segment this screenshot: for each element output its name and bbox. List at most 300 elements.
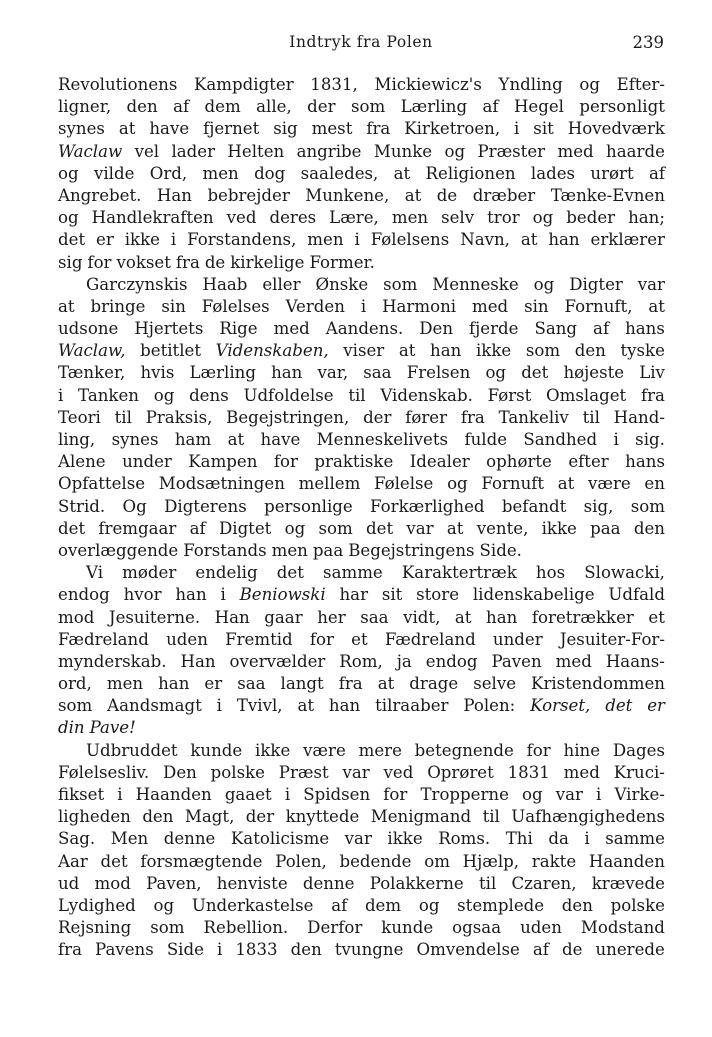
word: af	[532, 940, 549, 960]
word: hans	[625, 319, 665, 339]
text-line	[58, 274, 665, 296]
word: ling,	[58, 430, 96, 449]
text-line	[58, 540, 665, 562]
word: var	[555, 785, 583, 804]
word: bedende	[339, 851, 412, 871]
word: den	[142, 807, 174, 827]
word: i	[216, 696, 222, 716]
word: viser	[343, 341, 385, 361]
word: Menneske	[432, 274, 519, 294]
word: fjerde	[469, 319, 519, 339]
word: fremgaar	[98, 518, 177, 538]
word: stemplede	[457, 895, 545, 915]
word: at	[58, 296, 75, 316]
word: til	[114, 407, 132, 427]
word: Tankeliv	[498, 407, 569, 427]
word: fulde	[464, 430, 508, 449]
word: at	[227, 430, 245, 449]
word: have	[260, 430, 301, 449]
word: Tanken	[78, 385, 139, 405]
word: og	[153, 385, 175, 405]
word: Digtet	[218, 518, 272, 538]
word: Polen:	[463, 696, 516, 716]
word: kunde	[190, 740, 243, 760]
word: at	[404, 185, 422, 205]
word: det	[100, 851, 128, 871]
word: Handlekraften	[91, 208, 214, 228]
word: Fædreland	[384, 629, 476, 649]
word: for	[526, 740, 551, 760]
word: han	[548, 230, 580, 250]
word: Og	[122, 496, 147, 516]
word: og	[522, 785, 543, 804]
word: Videnskab.	[380, 385, 473, 405]
word: ham	[174, 430, 212, 449]
word: ogsaa	[452, 918, 502, 938]
word: hvis	[140, 363, 175, 383]
word: Munkene,	[305, 185, 390, 205]
word: i	[58, 385, 64, 405]
word: som	[525, 341, 561, 361]
word: er	[96, 230, 114, 250]
word: drage	[409, 674, 459, 694]
word: det	[58, 230, 86, 250]
text-line	[58, 895, 665, 917]
word: Korset,	[530, 696, 591, 716]
word: han	[158, 674, 190, 694]
word: var,	[317, 363, 349, 383]
word: Angrebet.	[58, 185, 142, 205]
word: Jesuiterne.	[108, 607, 201, 627]
word: sin	[161, 296, 186, 316]
word: det	[605, 696, 633, 716]
word: de	[561, 940, 583, 960]
word: Ord,	[149, 163, 188, 183]
word: Spidsen	[303, 785, 371, 804]
word: de	[436, 185, 458, 205]
word: sig	[58, 252, 83, 272]
word: af	[173, 97, 190, 117]
word: Kampen	[188, 452, 258, 472]
word: Mickiewicz's	[374, 75, 482, 94]
word: Men	[110, 829, 149, 849]
text-line	[58, 851, 665, 873]
word: være	[303, 740, 346, 760]
word: var	[406, 518, 434, 538]
word: personligt	[579, 97, 665, 117]
word: Paven	[491, 651, 542, 671]
word: han	[175, 585, 207, 605]
word: Omslaget	[546, 385, 627, 405]
word: for	[309, 629, 334, 649]
word: Rige	[219, 319, 258, 339]
word: sig.	[635, 430, 665, 449]
word: selve	[473, 674, 517, 694]
word: Harmoni	[382, 296, 457, 316]
word: Alene	[58, 452, 106, 472]
word: møder	[122, 563, 177, 583]
word: som	[318, 518, 353, 538]
word: Følelses	[201, 296, 270, 316]
word: vel	[134, 141, 160, 161]
text-line	[58, 740, 665, 762]
word: der	[245, 807, 275, 827]
word: som	[58, 696, 93, 716]
word: i	[217, 940, 223, 960]
word: Pave!	[89, 718, 136, 738]
word: ligheden	[58, 807, 131, 827]
word: Tænker,	[58, 363, 126, 383]
word: gaaet	[224, 785, 272, 804]
word: et	[351, 629, 368, 649]
word: han	[271, 363, 303, 383]
word: saa	[360, 607, 389, 627]
word: han	[328, 696, 361, 716]
word: Lærling	[400, 97, 468, 117]
word: var	[342, 762, 370, 782]
word: Thi	[505, 829, 533, 849]
word: Fornuft,	[564, 296, 633, 316]
word: Rejsning	[58, 918, 132, 938]
word: af	[189, 518, 206, 538]
word: har	[339, 585, 368, 605]
word: hvor	[123, 585, 162, 605]
word: 1831	[507, 762, 550, 782]
word: men	[307, 230, 344, 250]
word: store	[416, 585, 460, 605]
word: et	[648, 607, 665, 627]
word: for	[87, 252, 112, 272]
word: deres	[269, 208, 317, 228]
word: ophørte	[486, 452, 552, 472]
word: de	[204, 252, 226, 272]
word: Sag.	[58, 829, 96, 849]
word: endog	[58, 585, 110, 605]
word: ud	[58, 873, 80, 893]
word: af	[593, 319, 610, 339]
word: Efter-	[616, 75, 665, 94]
word: Udbruddet	[86, 740, 178, 760]
word: vente,	[476, 518, 529, 538]
word: ved	[226, 208, 257, 228]
word: at	[648, 296, 665, 316]
word: Haans-	[605, 651, 665, 671]
word: den	[633, 518, 665, 538]
word: samme	[323, 563, 383, 583]
word: mynderskab.	[58, 651, 167, 671]
word: erklærer	[590, 230, 665, 250]
word: efter	[568, 452, 609, 472]
word: Haanden	[135, 785, 212, 804]
text-line	[58, 562, 665, 584]
word: Yndling	[498, 75, 563, 94]
word: Aandens.	[325, 319, 404, 339]
word: men	[202, 163, 239, 183]
word: fra	[460, 407, 485, 427]
word: Forstandens,	[187, 230, 297, 250]
word: Hegel	[513, 97, 564, 117]
word: lades	[530, 163, 576, 183]
word: fra	[338, 674, 363, 694]
word: alle,	[256, 97, 292, 117]
word: Verden	[285, 296, 345, 316]
word: befandt	[501, 496, 567, 516]
word: i	[284, 785, 291, 804]
word: Videnskaben,	[215, 341, 329, 361]
word: Liv	[639, 363, 665, 383]
word: den	[290, 940, 322, 960]
page-number: 239	[632, 33, 664, 52]
word: bebrejder	[207, 185, 290, 205]
text-line	[58, 252, 665, 274]
word: og	[444, 141, 466, 161]
text-line	[58, 496, 665, 518]
word: Udfoldelse	[243, 385, 334, 405]
text-line	[58, 717, 665, 739]
word: under	[122, 452, 172, 472]
word: vokset	[116, 252, 171, 272]
word: paa	[590, 518, 621, 538]
word: Garczynskis	[86, 274, 188, 294]
word: mod	[94, 873, 131, 893]
word: og	[58, 163, 79, 183]
word: Polen,	[275, 851, 327, 871]
word: Side	[166, 940, 204, 960]
word: foretrækker	[531, 607, 634, 627]
text-line	[58, 695, 665, 717]
text-line	[58, 607, 665, 629]
word: Præster	[477, 141, 546, 161]
word: han	[486, 607, 518, 627]
word: fra	[640, 385, 665, 405]
word: fra	[175, 252, 200, 272]
text-line	[58, 163, 665, 185]
word: denne	[163, 829, 216, 849]
word: ligner,	[58, 97, 112, 117]
text-line	[58, 806, 665, 828]
text-line	[58, 784, 665, 806]
text-line	[58, 429, 665, 451]
word: Hovedværk	[567, 119, 665, 139]
word: saaledes,	[300, 163, 379, 183]
word: kunde	[381, 918, 434, 938]
text-line	[58, 873, 665, 895]
word: mest	[311, 119, 353, 139]
word: Frelsen	[406, 363, 471, 383]
word: Former.	[309, 252, 375, 272]
word: Ønske	[315, 274, 369, 294]
word: fra	[58, 940, 82, 960]
word: polske	[610, 895, 665, 915]
word: Tvivl,	[236, 696, 283, 716]
text-line	[58, 296, 665, 318]
word: langt	[280, 674, 324, 694]
word: og	[579, 75, 600, 94]
word: en	[644, 474, 665, 494]
text-line	[58, 362, 665, 384]
word: Forkærlighed	[370, 496, 485, 516]
text-line	[58, 185, 665, 207]
word: 1833	[235, 940, 278, 960]
word: saa	[363, 363, 392, 383]
word: Lære,	[329, 208, 379, 228]
word: betitlet	[140, 341, 202, 361]
word: ord,	[58, 674, 92, 694]
word: var	[637, 274, 665, 294]
word: Pavens	[95, 940, 154, 960]
word: i	[360, 296, 367, 316]
word: vilde	[93, 163, 135, 183]
word: Strid.	[58, 496, 106, 516]
word: bringe	[90, 296, 146, 316]
word: sit	[533, 119, 554, 139]
word: polske	[210, 762, 265, 782]
word: at	[454, 607, 472, 627]
word: Sandhed	[523, 430, 598, 449]
word: Modsætningen	[158, 474, 285, 494]
word: din	[58, 718, 85, 738]
word: da	[548, 829, 569, 849]
word: ja	[396, 651, 412, 671]
text-line	[58, 917, 665, 939]
word: personlige	[264, 496, 353, 516]
word: Roms.	[438, 829, 491, 849]
word: tyske	[620, 341, 665, 361]
text-line	[58, 207, 665, 229]
word: dem	[364, 895, 402, 915]
word: Fornuft	[481, 474, 545, 494]
word: være	[587, 474, 631, 494]
word: have	[149, 119, 190, 139]
word: betegnende	[414, 740, 514, 760]
word: hos	[535, 563, 566, 583]
word: med	[273, 319, 310, 339]
word: Jesuiter-For-	[559, 629, 665, 649]
word: vidt,	[403, 607, 441, 627]
word: krævede	[591, 873, 665, 893]
word: Religionen	[425, 163, 516, 183]
word: paa	[312, 540, 344, 560]
text-line	[58, 939, 665, 961]
word: hans	[625, 452, 665, 472]
word: Følelsens	[370, 230, 450, 250]
word: tilraaber	[375, 696, 449, 716]
word: Czaren,	[511, 873, 577, 893]
word: unerede	[595, 940, 665, 960]
word: til	[348, 385, 366, 405]
word: ved	[383, 762, 414, 782]
word: Dages	[612, 740, 665, 760]
word: Tropperne	[420, 785, 509, 804]
text-line	[58, 407, 665, 429]
word: i	[596, 785, 602, 804]
word: i	[117, 785, 123, 804]
word: Begejstringen,	[226, 407, 350, 427]
word: der	[363, 407, 392, 427]
word: Hjælp,	[462, 851, 520, 871]
word: mod	[58, 607, 95, 627]
word: Paven,	[146, 873, 202, 893]
word: Hjertets	[134, 319, 204, 339]
word: Haab	[202, 274, 248, 294]
word: dens	[189, 385, 229, 405]
text-line	[58, 629, 665, 651]
word: overvælder	[229, 651, 326, 671]
word: af	[331, 895, 348, 915]
word: henviste	[216, 873, 288, 893]
word: at	[520, 230, 538, 250]
word: Han	[180, 651, 216, 671]
word: Idealer	[409, 452, 470, 472]
word: det	[366, 518, 394, 538]
text-line	[58, 673, 665, 695]
word: dræber	[472, 185, 536, 205]
word: sig	[273, 119, 298, 139]
text-line	[58, 451, 665, 473]
word: Begejstringens	[348, 540, 475, 560]
word: og	[485, 363, 507, 383]
word: fører	[405, 407, 448, 427]
word: tvungne	[334, 940, 404, 960]
word: som	[630, 496, 665, 516]
word: det	[521, 363, 549, 383]
word: til	[478, 873, 497, 893]
text-line	[58, 340, 665, 362]
word: under	[492, 629, 543, 649]
word: dog	[254, 163, 286, 183]
word: eller	[262, 274, 301, 294]
running-header	[58, 33, 664, 57]
text-line	[58, 118, 665, 140]
word: Kruci-	[613, 762, 665, 782]
word: at	[377, 674, 395, 694]
word: med	[557, 141, 594, 161]
word: men	[271, 540, 308, 560]
word: Præst	[278, 762, 329, 782]
word: men	[106, 674, 144, 694]
word: praktiske	[314, 452, 394, 472]
word: at	[446, 518, 464, 538]
word: Aar	[58, 851, 88, 871]
word: og	[418, 895, 440, 915]
word: synes	[58, 119, 105, 139]
text-line	[58, 318, 665, 340]
word: Han	[156, 185, 192, 205]
word: Forstands	[183, 540, 267, 560]
word: fikset	[58, 785, 105, 804]
word: og	[532, 208, 554, 228]
word: denne	[302, 873, 355, 893]
word: med	[563, 762, 600, 782]
word: Modstand	[580, 918, 665, 938]
word: med	[555, 651, 592, 671]
word: Først	[487, 385, 532, 405]
word: er	[204, 674, 223, 694]
word: overlæggende	[58, 540, 179, 560]
word: for	[273, 452, 298, 472]
word: urørt	[590, 163, 634, 183]
word: at	[398, 341, 416, 361]
word: Karaktertræk	[401, 563, 517, 583]
word: den	[126, 97, 158, 117]
word: i	[354, 230, 360, 250]
word: ikke	[124, 230, 160, 250]
word: kirkelige	[230, 252, 305, 272]
word: Udfald	[608, 585, 665, 605]
word: endelig	[195, 563, 258, 583]
word: og	[58, 208, 79, 228]
running-title: Indtryk fra Polen	[289, 33, 433, 51]
